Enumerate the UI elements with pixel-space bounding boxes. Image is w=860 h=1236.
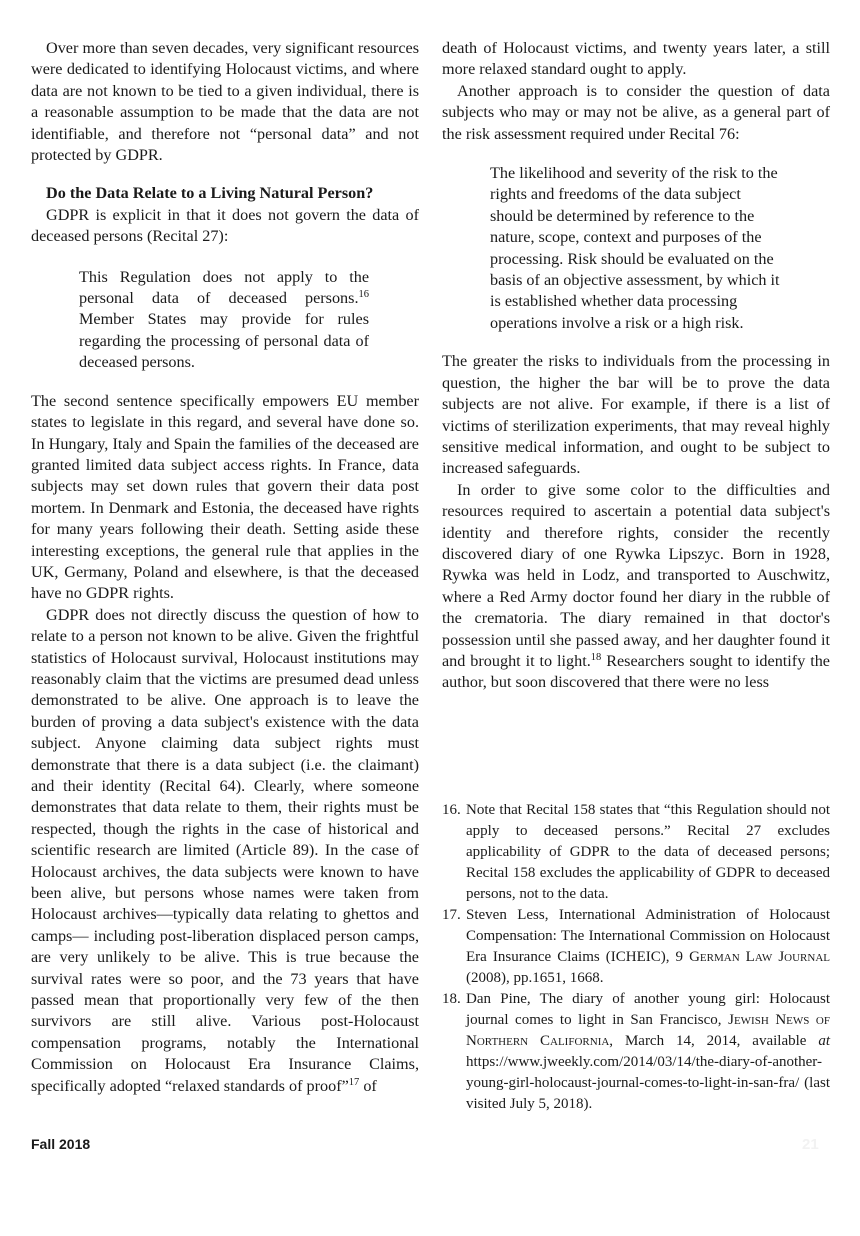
- footnote-link-text[interactable]: https://www.jweekly.com/2014/03/14/the-diary-of-another-young-girl-holocaust-journal-comes-to-light-in-san-fra/ (last visited July 5, 2018).: [466, 1054, 830, 1112]
- footnote-ref-18[interactable]: 18: [590, 651, 602, 663]
- publication-title: Jewish News of Northern California: [466, 1012, 830, 1049]
- footnote-text: [466, 989, 830, 1115]
- footnote-number: 18.: [442, 991, 461, 1007]
- footnote-text-part: Dan Pine, The diary of another young girl: Holocaust journal comes to light in San Francisco,: [466, 991, 830, 1028]
- paragraph: [442, 480, 830, 694]
- footnote-17: [442, 905, 830, 989]
- paragraph: Another approach is to consider the question of data subjects who may or may not be alive, as a general part of the risk assessment required under Recital 76:: [442, 81, 830, 143]
- italic-word: at: [818, 1033, 830, 1049]
- paragraph: [31, 605, 419, 1097]
- paragraph: The greater the risks to individuals from the processing in question, the higher the bar will be to prove the data subjects are not alive. For example, if there is a list of victims of sterilization experiments, that may reveal highly sensitive medical information, and ought to be subject to increased safeguards.: [442, 352, 830, 478]
- footer-issue: Fall 2018: [31, 1136, 91, 1152]
- footnote-text-part: Steven Less, International Administration of Holocaust Compensation: The International Commission on Holocaust Era Insurance Claims (ICHEIC), 9: [466, 907, 830, 965]
- paragraph: death of Holocaust victims, and twenty years later, a still more relaxed standard ought to apply.: [442, 39, 830, 79]
- footnote-ref-16[interactable]: 16: [358, 289, 369, 301]
- left-column: [31, 38, 419, 1097]
- quote-text: Member States may provide for rules regarding the processing of personal data of deceased persons.: [79, 310, 369, 372]
- journal-title: German Law Journal: [689, 949, 830, 965]
- footnote-16: [442, 800, 830, 905]
- footnote-text-part: (2008), pp.1651, 1668.: [466, 970, 604, 986]
- footnote-number: 17.: [442, 907, 461, 923]
- footnote-text: Note that Recital 158 states that “this Regulation should not apply to deceased persons.” Recital 27 excludes applicability of GDPR to the data of deceased persons; Recital 158 excludes the applicability of GDPR to deceased persons, not to the data.: [466, 802, 830, 902]
- section-heading: Do the Data Relate to a Living Natural Person?: [46, 184, 374, 203]
- block-quote-recital-76: The likelihood and severity of the risk to the rights and freedoms of the data subject should be determined by reference to the nature, scope, context and purposes of the processing. Risk should be evaluated on the basis of an objective assessment, by which it is established whether data processing operations involve a risk or a high risk.: [490, 164, 780, 332]
- footnote-ref-17[interactable]: 17: [348, 1076, 360, 1088]
- footnote-text-part: , March 14, 2014, available: [609, 1033, 819, 1049]
- right-column: [442, 38, 830, 694]
- paragraph: GDPR is explicit in that it does not govern the data of deceased persons (Recital 27):: [31, 205, 419, 246]
- footnote-number: 16.: [442, 802, 461, 818]
- page-number: 21: [802, 1136, 819, 1153]
- footnote-18: [442, 989, 830, 1115]
- paragraph-text: Researchers sought to identify the author, but soon discovered that there were no less: [442, 651, 830, 692]
- paragraph-text: of: [359, 1076, 377, 1095]
- footnote-text: [466, 905, 830, 989]
- footnotes: [442, 800, 830, 1115]
- paragraph: The second sentence specifically empowers EU member states to legislate in this regard, and several have done so. In Hungary, Italy and Spain the families of the deceased are granted limited data subject access rights. In France, data subjects may set down rules that govern their data post mortem. In Denmark and Estonia, the deceased have rights for many years following their death. Setting aside these interesting exceptions, the general rule that applies in the UK, Germany, Poland and elsewhere, is that the deceased have no GDPR rights.: [31, 391, 419, 603]
- paragraph: Over more than seven decades, very significant resources were dedicated to identifying Holocaust victims, and where data are not known to be tied to a given individual, there is a reasonable assumption to be made that the data are not identifiable, and therefore not “personal data” and not protected by GDPR.: [31, 39, 419, 165]
- quote-text: This Regulation does not apply to the personal data of deceased persons.: [79, 267, 369, 308]
- paragraph-text: In order to give some color to the difficulties and resources required to ascertain a potential data subject's identity and therefore rights, consider the recently discovered diary of one Rywka Lipszyc. Born in 1928, Rywka was held in Lodz, and transported to Auschwitz, where a Red Army doctor found her diary in the rubble of the crematoria. The diary remained in that doctor's possession until she passed away, and her daughter found it and brought it to light.: [442, 480, 830, 670]
- block-quote-recital-27: [79, 267, 369, 374]
- paragraph-text: GDPR does not directly discuss the question of how to relate to a person not known to be alive. Given the frightful statistics of Holocaust survival, Holocaust institutions may reasonably claim that the victims are presumed dead unless demonstrated to be alive. One approach is to leave the burden of proving a data subject's existence with the data subject. Anyone claiming data subject rights must demonstrate that there is a data subject (i.e. the claimant) and their identity (Recital 64). Clearly, where someone demonstrates that data relate to them, their rights must be respected, though the rights in the case of historical and scientific research are limited (Article 89). In the case of Holocaust archives, the data subjects were known to have been alive, but persons whose names were taken from Holocaust archives—typically data relating to ghettos and camps— including post-liberation displaced person camps, are very unlikely to be alive. This is true because the survival rates were so poor, and the 73 years that have passed mean that proportionally very few of the then survivors are still alive. Various post-Holocaust compensation programs, notably the International Commission on Holocaust Era Insurance Claims, specifically adopted “relaxed standards of proof”: [31, 605, 419, 1095]
